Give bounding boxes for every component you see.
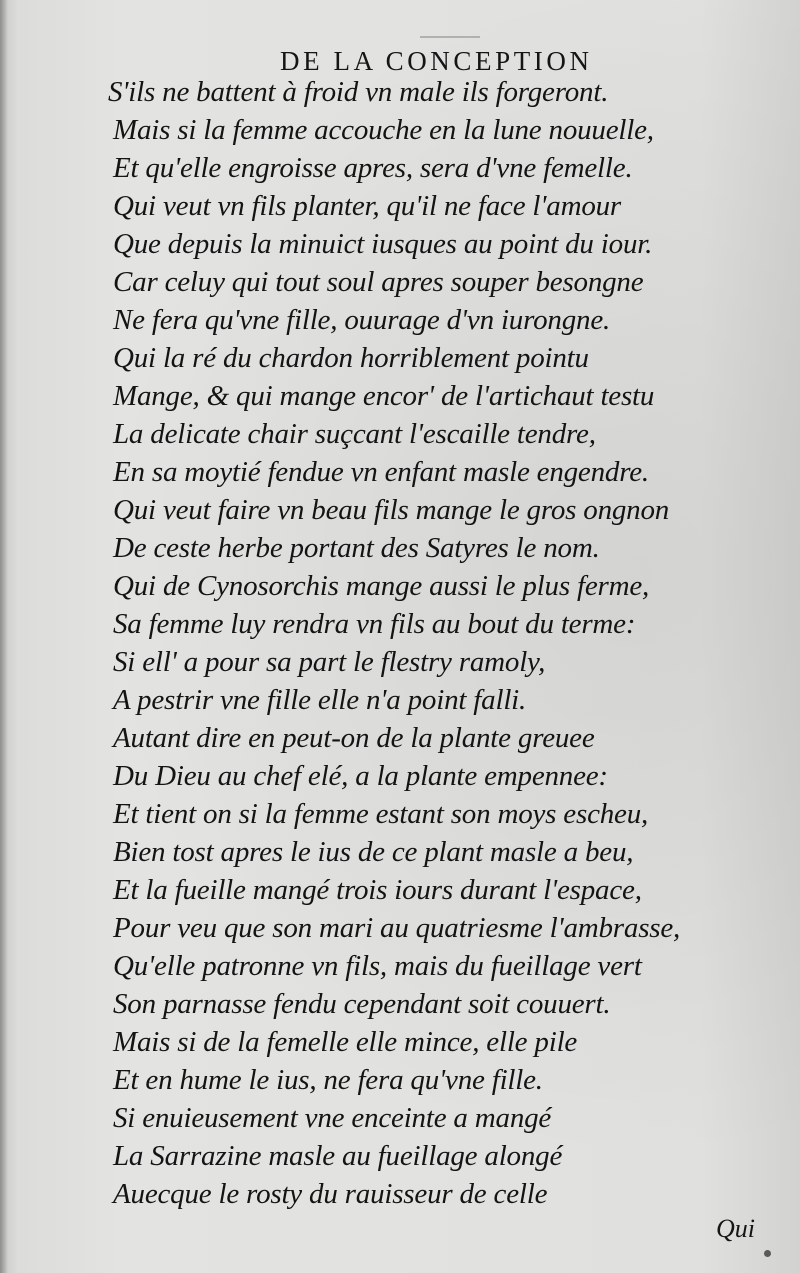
verse-line: S'ils ne battent à froid vn male ils forgeront. (108, 76, 609, 108)
ink-dot (764, 1250, 771, 1257)
verse-line: Si enuieusement vne enceinte a mangé (113, 1102, 552, 1134)
verse-line: Et qu'elle engroisse apres, sera d'vne femelle. (113, 152, 633, 184)
verse-line: Car celuy qui tout soul apres souper besongne (113, 266, 644, 298)
catchword: Qui (716, 1214, 755, 1243)
verse-line: Pour veu que son mari au quatriesme l'ambrasse, (113, 912, 681, 944)
verse-line: Ne fera qu'vne fille, ouurage d'vn iurongne. (113, 304, 611, 336)
verse-line: Et tient on si la femme estant son moys escheu, (113, 798, 649, 830)
verse-line: Mais si la femme accouche en la lune nouuelle, (113, 114, 654, 146)
verse-line: Autant dire en peut-on de la plante greuee (113, 722, 595, 754)
verse-line: Mais si de la femelle elle mince, elle pile (113, 1026, 578, 1058)
verse-line: Auecque le rosty du rauisseur de celle (113, 1178, 548, 1210)
verse-line: Sa femme luy rendra vn fils au bout du terme: (113, 608, 636, 640)
verse-line: A pestrir vne fille elle n'a point falli. (113, 684, 527, 716)
verse-line: Mange, & qui mange encor' de l'artichaut testu (113, 380, 655, 412)
verse-line: De ceste herbe portant des Satyres le nom. (113, 532, 600, 564)
verse-line: Et la fueille mangé trois iours durant l'espace, (113, 874, 642, 906)
verse-line: Bien tost apres le ius de ce plant masle a beu, (113, 836, 634, 868)
verse-line: Qui de Cynosorchis mange aussi le plus ferme, (113, 570, 650, 602)
verse-line: En sa moytié fendue vn enfant masle engendre. (113, 456, 649, 488)
verse-line: Qui la ré du chardon horriblement pointu (113, 342, 589, 374)
verse-line: Que depuis la minuict iusques au point du iour. (113, 228, 653, 260)
verse-line: Son parnasse fendu cependant soit couuert. (113, 988, 611, 1020)
verse-line: Du Dieu au chef elé, a la plante empennee: (113, 760, 608, 792)
verse-line: Qui veut vn fils planter, qu'il ne face l'amour (113, 190, 622, 222)
verse-line: La Sarrazine masle au fueillage alongé (113, 1140, 563, 1172)
running-title: DE LA CONCEPTION (280, 46, 593, 76)
verse-line: Et en hume le ius, ne fera qu'vne fille. (113, 1064, 543, 1096)
verse-line: Si ell' a pour sa part le flestry ramoly, (113, 646, 546, 678)
verse-line: La delicate chair suçcant l'escaille tendre, (113, 418, 596, 450)
verse-line: Qui veut faire vn beau fils mange le gros ongnon (113, 494, 670, 526)
verse-line: Qu'elle patronne vn fils, mais du fueillage vert (113, 950, 642, 982)
